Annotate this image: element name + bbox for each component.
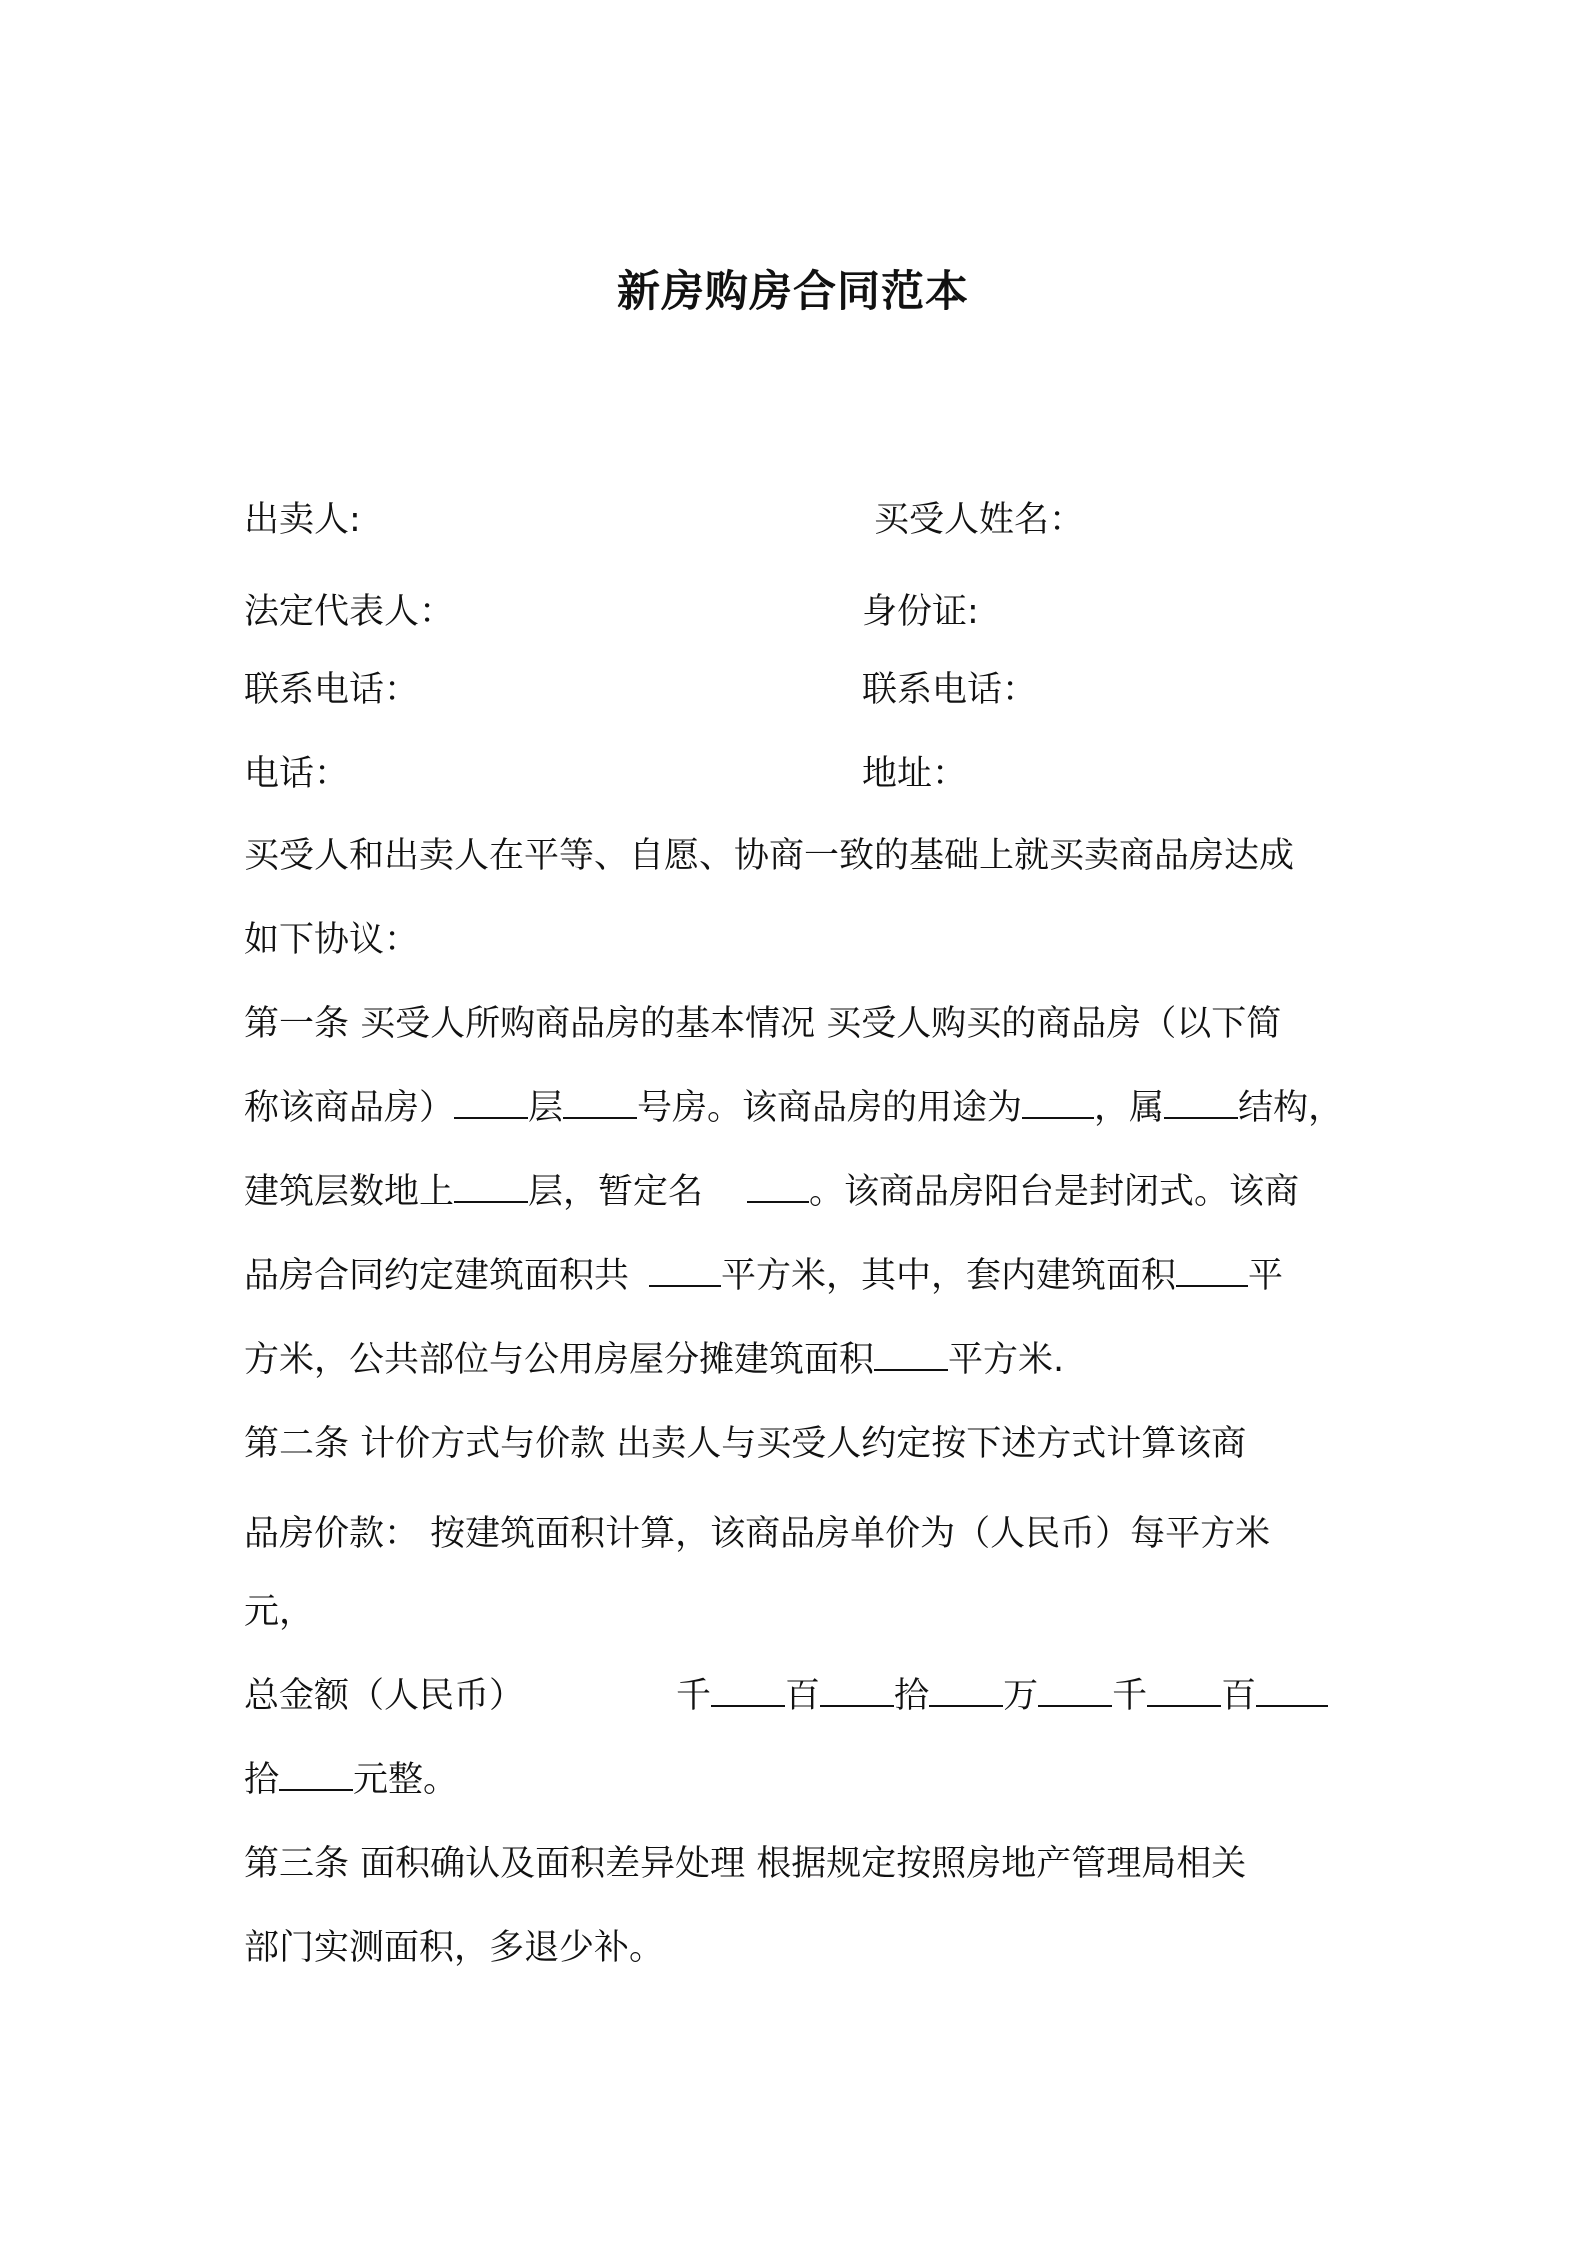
article1-line5-text-b: 平方米.: [948, 1340, 1065, 1380]
unit-thousand-2: 千: [1112, 1676, 1148, 1716]
article2-line-5: [244, 1760, 458, 1800]
unit-thousand-2-blank: [1147, 1677, 1221, 1707]
id-card-label: 身份证:: [862, 592, 979, 632]
article1-line4-text-c: 平: [1248, 1256, 1284, 1296]
article2-line-3: 元，: [244, 1592, 315, 1632]
article2-total-line: [244, 1676, 1328, 1716]
unit-ten-1: 拾: [894, 1676, 930, 1716]
floor-blank: [454, 1089, 528, 1119]
article1-line-4: [244, 1256, 1283, 1296]
inner-area-blank: [1176, 1257, 1248, 1287]
unit-ten-1-blank: [929, 1677, 1003, 1707]
usage-blank: [1022, 1089, 1094, 1119]
buyer-name-label: 买受人姓名：: [874, 500, 1085, 540]
buyer-contact-label: 联系电话：: [862, 670, 1038, 710]
article1-line-2: [244, 1088, 1343, 1128]
article1-line4-text-b: 平方米，其中，套内建筑面积: [721, 1256, 1177, 1296]
unit-hundred-1: 百: [785, 1676, 821, 1716]
phone-label: 电话：: [244, 754, 350, 794]
article1-line5-text-a: 方米，公共部位与公用房屋分摊建筑面积: [244, 1340, 875, 1380]
article2-line5-text-b: 元整。: [353, 1760, 459, 1800]
article1-line3-text-b: 层，暂定名: [528, 1172, 704, 1212]
unit-ten-thousand: 万: [1003, 1676, 1039, 1716]
article1-line2-text-a: 称该商品房）: [244, 1088, 455, 1128]
room-number-blank: [563, 1089, 637, 1119]
address-label: 地址：: [862, 754, 968, 794]
unit-hundred-1-blank: [820, 1677, 894, 1707]
article1-line2-text-b: 层: [528, 1088, 564, 1128]
article1-line2-text-e: 结构，: [1238, 1088, 1344, 1128]
tentative-name-blank: [747, 1173, 809, 1203]
article1-line2-text-c: 号房。该商品房的用途为: [637, 1088, 1023, 1128]
article1-line-3: [244, 1172, 1299, 1212]
building-area-blank: [649, 1257, 721, 1287]
article1-line3-text-c: 。该商品房阳台是封闭式。该商: [809, 1172, 1300, 1212]
unit-hundred-2-blank: [1256, 1677, 1328, 1707]
article2-line5-text-a: 拾: [244, 1760, 280, 1800]
seller-label: 出卖人:: [244, 500, 361, 540]
structure-blank: [1164, 1089, 1238, 1119]
article1-line-1: 第一条 买受人所购商品房的基本情况 买受人购买的商品房（以下简: [244, 1004, 1282, 1044]
above-ground-floors-blank: [454, 1173, 528, 1203]
unit-thousand-1-blank: [711, 1677, 785, 1707]
unit-hundred-2: 百: [1221, 1676, 1257, 1716]
intro-line-1: 买受人和出卖人在平等、自愿、协商一致的基础上就买卖商品房达成: [244, 836, 1295, 876]
article3-line-1: 第三条 面积确认及面积差异处理 根据规定按照房地产管理局相关: [244, 1844, 1247, 1884]
article1-line3-text-a: 建筑层数地上: [244, 1172, 455, 1212]
article1-line4-text-a: 品房合同约定建筑面积共: [244, 1256, 630, 1296]
legal-rep-label: 法定代表人：: [244, 592, 455, 632]
intro-line-2: 如下协议：: [244, 920, 420, 960]
unit-thousand-1: 千: [676, 1676, 712, 1716]
unit-ten-2-blank: [279, 1761, 353, 1791]
article2-line-2: 品房价款： 按建筑面积计算，该商品房单价为（人民币）每平方米: [244, 1514, 1271, 1554]
article2-line-1: 第二条 计价方式与价款 出卖人与买受人约定按下述方式计算该商: [244, 1424, 1247, 1464]
article1-line-5: [244, 1340, 1064, 1380]
unit-ten-thousand-blank: [1038, 1677, 1112, 1707]
article1-line2-text-d: ，属: [1094, 1088, 1165, 1128]
document-title: 新房购房合同范本: [617, 267, 969, 317]
seller-contact-label: 联系电话：: [244, 670, 420, 710]
shared-area-blank: [874, 1341, 948, 1371]
article3-line-2: 部门实测面积，多退少补。: [244, 1928, 665, 1968]
total-amount-label: 总金额（人民币）: [244, 1676, 525, 1716]
